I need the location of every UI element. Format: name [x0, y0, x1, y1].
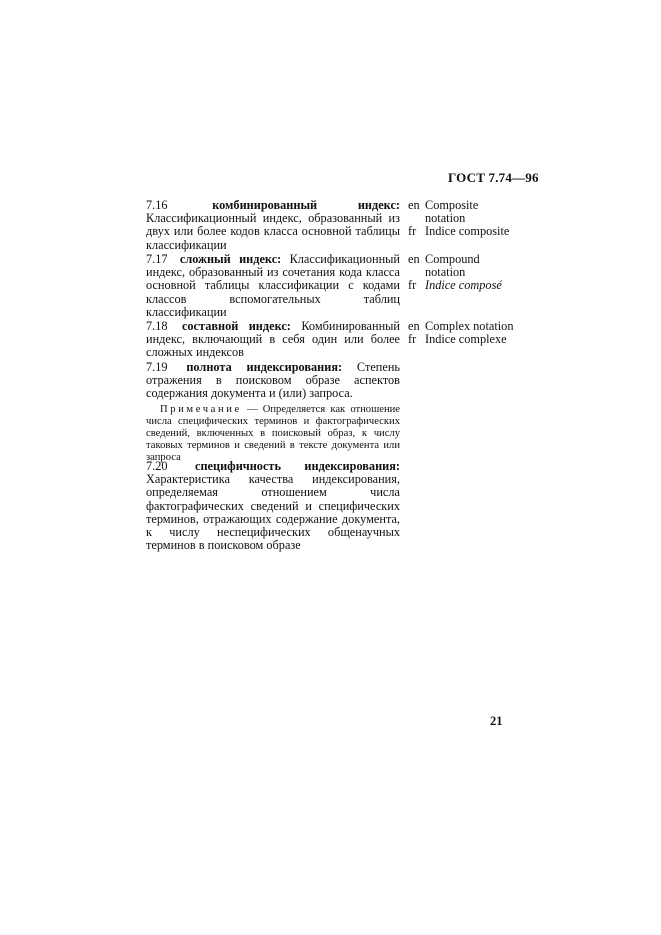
translation-en-cont: notation: [425, 265, 466, 280]
entry-term: полнота индексирования:: [186, 360, 343, 374]
translation-fr: Indice composite: [425, 224, 510, 239]
lang-en: en: [408, 252, 420, 266]
entry-7-20: [146, 460, 400, 552]
standard-header: ГОСТ 7.74—96: [448, 170, 539, 185]
translations-7-17: [408, 253, 502, 293]
lang-en: en: [408, 319, 420, 333]
entry-number: 7.18: [146, 319, 168, 333]
page-number: 21: [490, 714, 503, 728]
translation-en: Compound: [425, 252, 480, 266]
entry-term: специфичность индексирования:: [195, 459, 400, 473]
entry-7-16: [146, 199, 400, 252]
entry-definition: Классификационный индекс, образованный из сочетания кода класса основной таблицы классификации с кодами классов вспомогательных таблиц классификации: [146, 252, 400, 319]
note: [146, 404, 400, 464]
lang-fr: fr: [408, 224, 417, 239]
entry-7-18: [146, 320, 400, 360]
entry-term: составной индекс:: [181, 319, 291, 333]
entry-term: комбинированный индекс:: [212, 198, 400, 212]
note-text: — Определяется как отношение числа специфических терминов и фактографических сведений, включенных в поисковый образ, к числу таковых терминов и сведений в тексте документа или запроса: [146, 404, 400, 463]
entry-number: 7.16: [146, 198, 168, 212]
entry-definition: Характеристика качества индексирования, определяемая отношением числа фактографических сведений и специфических терминов, отражающих содержание документа, к числу неспецифических общенаучных терминов в поисковом образе: [146, 472, 400, 553]
entry-definition: Степень отражения в поисковом образе аспектов содержания документа и (или) запроса.: [146, 360, 401, 401]
translations-7-16: [408, 199, 509, 239]
entry-7-17: [146, 253, 400, 319]
lang-fr: fr: [408, 332, 417, 347]
entry-7-19: [146, 361, 400, 401]
translations-7-18: [408, 320, 513, 346]
translation-en: Complex notation: [425, 319, 514, 333]
entry-number: 7.19: [146, 360, 168, 374]
lang-en: en: [408, 198, 420, 212]
entry-number: 7.20: [146, 459, 168, 473]
entry-definition: Комбинированный индекс, включающий в себя один или более сложных индексов: [146, 319, 401, 360]
translation-en-cont: notation: [425, 211, 466, 226]
entry-definition: Классификационный индекс, образованный из двух или более кодов класса основной таблицы классификации: [146, 211, 400, 252]
translation-fr: Indice complexe: [425, 332, 507, 347]
note-label: Примечание: [160, 404, 242, 415]
entry-term: сложный индекс:: [179, 252, 282, 266]
translation-en: Composite: [425, 198, 479, 212]
translation-fr: Indice composé: [425, 278, 502, 293]
lang-fr: fr: [408, 278, 417, 293]
entry-number: 7.17: [146, 252, 168, 266]
